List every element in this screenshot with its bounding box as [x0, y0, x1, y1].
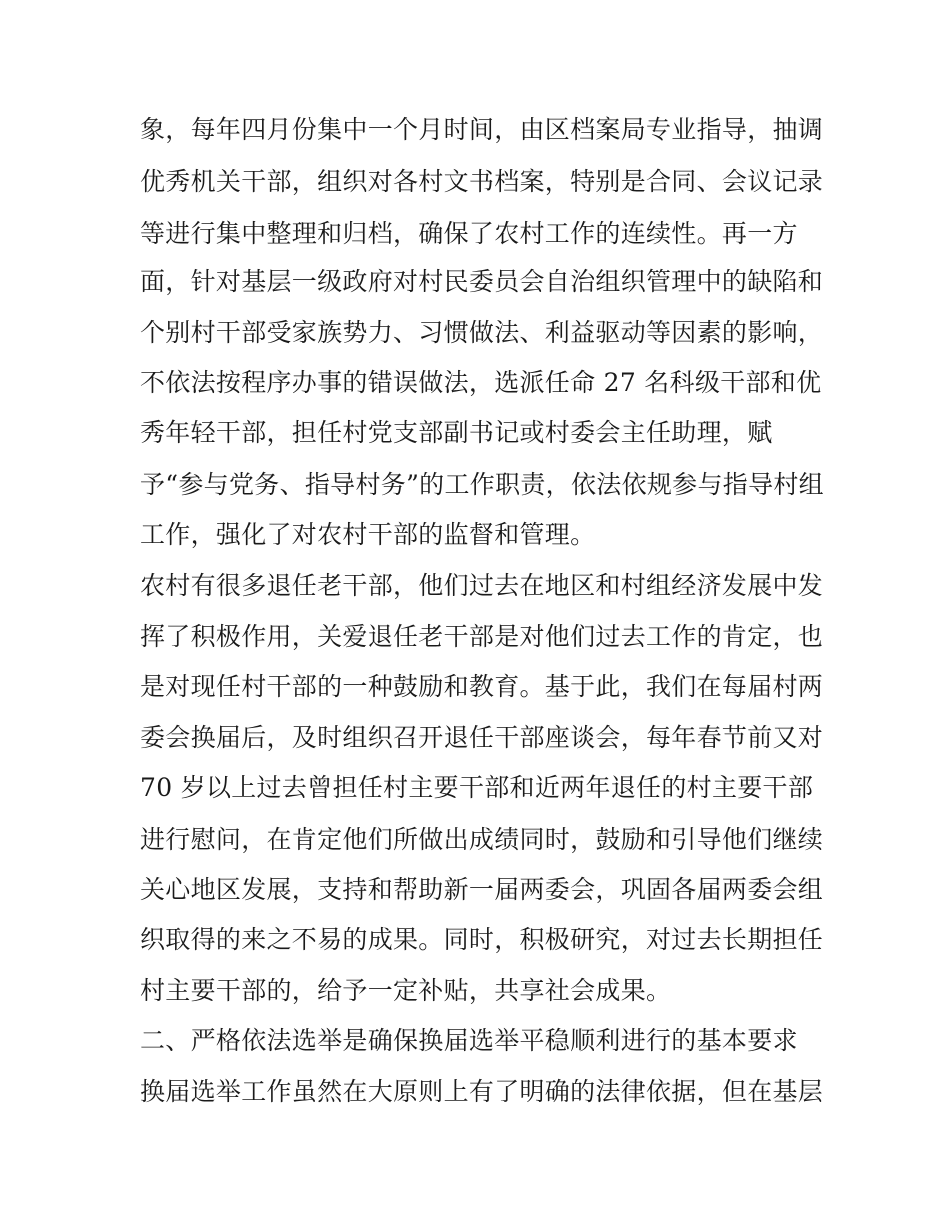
- text-line: 优秀机关干部，组织对各村文书档案，特别是合同、会议记录: [140, 167, 824, 196]
- section-heading: 二、严格依法选举是确保换届选举平稳顺利进行的基本要求: [140, 1026, 798, 1055]
- text-line: 农村有很多退任老干部，他们过去在地区和村组经济发展中发: [140, 571, 824, 600]
- text-line: 挥了积极作用，关爱退任老干部是对他们过去工作的肯定，也: [140, 622, 824, 651]
- text-line: 进行慰问，在肯定他们所做出成绩同时，鼓励和引导他们继续: [140, 825, 824, 854]
- text-line: 面，针对基层一级政府对村民委员会自治组织管理中的缺陷和: [140, 267, 824, 296]
- text-line: 70 岁以上过去曾担任村主要干部和近两年退任的村主要干部: [140, 773, 814, 802]
- text-line: 秀年轻干部，担任村党支部副书记或村委会主任助理，赋: [140, 418, 773, 447]
- text-line: 予“参与党务、指导村务”的工作职责，依法依规参与指导村组: [140, 470, 824, 499]
- text-line: 织取得的来之不易的成果。同时，积极研究，对过去长期担任: [140, 925, 824, 954]
- text-line: 关心地区发展，支持和帮助新一届两委会，巩固各届两委会组: [140, 875, 824, 904]
- text-line: 是对现任村干部的一种鼓励和教育。基于此，我们在每届村两: [140, 672, 824, 701]
- text-line: 不依法按程序办事的错误做法，选派任命 27 名科级干部和优: [140, 368, 822, 397]
- text-line: 换届选举工作虽然在大原则上有了明确的法律依据，但在基层: [140, 1077, 824, 1106]
- text-line: 工作，强化了对农村干部的监督和管理。: [140, 520, 596, 549]
- text-line: 村主要干部的，给予一定补贴，共享社会成果。: [140, 976, 672, 1005]
- text-line: 个别村干部受家族势力、习惯做法、利益驱动等因素的影响，: [140, 318, 824, 347]
- text-line: 委会换届后，及时组织召开退任干部座谈会，每年春节前又对: [140, 723, 824, 752]
- text-line: 象，每年四月份集中一个月时间，由区档案局专业指导，抽调: [140, 115, 824, 144]
- text-line: 等进行集中整理和归档，确保了农村工作的连续性。再一方: [140, 219, 798, 248]
